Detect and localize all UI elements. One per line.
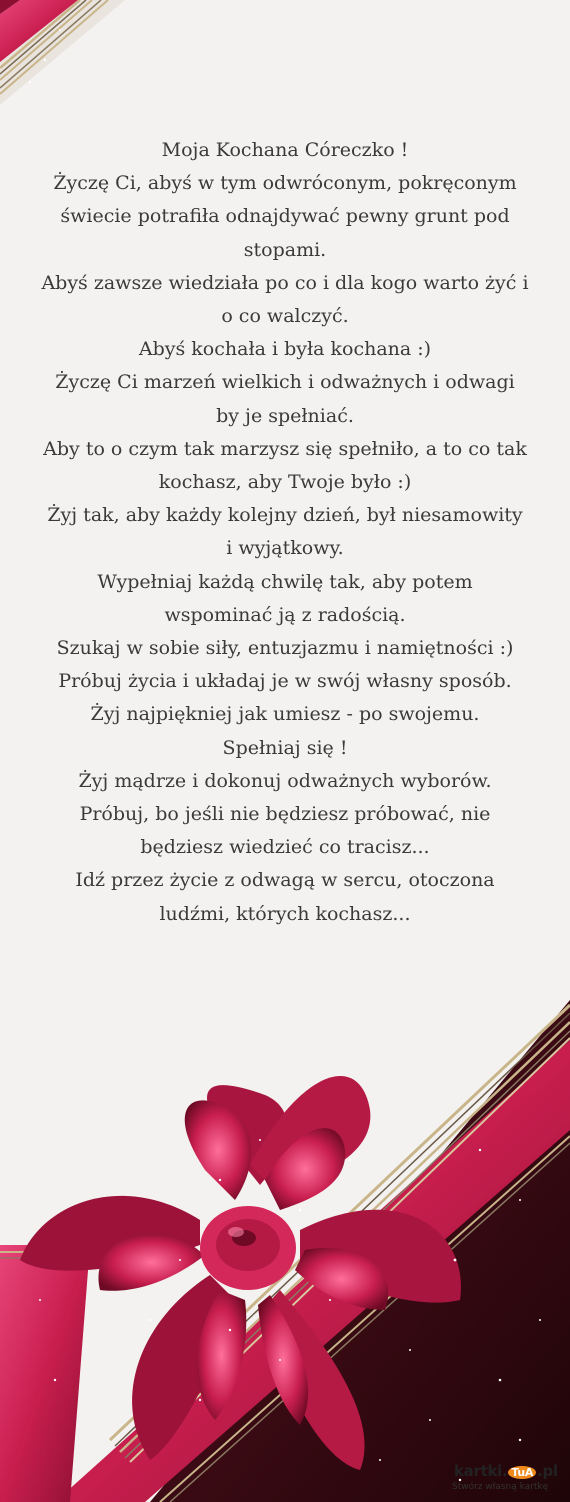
message-line: i wyjątkowy. — [226, 537, 344, 560]
message-line: Próbuj, bo jeśli nie będziesz próbować, nie — [79, 803, 491, 826]
message-line: by je spełniać. — [216, 404, 354, 427]
greeting-message — [40, 134, 530, 931]
message-line: Moja Kochana Córeczko ! — [161, 139, 409, 161]
logo-tagline: Stwórz własną kartkę — [452, 1482, 549, 1492]
message-line: Żyj najpiękniej jak umiesz - po swojemu. — [90, 703, 480, 726]
message-line: ludźmi, których kochasz... — [159, 902, 411, 925]
message-line: Idź przez życie z odwagą w sercu, otoczona — [75, 869, 495, 892]
kartki-logo[interactable] — [452, 1462, 564, 1496]
message-line: kochasz, aby Twoje było :) — [158, 471, 412, 494]
left-ribbon-strip — [0, 1245, 90, 1502]
message-line: Szukaj w sobie siły, entuzjazmu i namiętności :) — [56, 637, 514, 660]
message-line: Aby to o czym tak marzysz się spełniło, a to co tak — [43, 437, 527, 460]
logo-badge: TuA — [508, 1466, 536, 1479]
message-line: Abyś zawsze wiedziała po co i dla kogo warto żyć i — [41, 271, 529, 294]
message-line: Spełniaj się ! — [222, 736, 348, 759]
message-line: Życzę Ci, abyś w tym odwróconym, pokręconym — [53, 172, 517, 195]
message-line: Wypełniaj każdą chwilę tak, aby potem — [97, 570, 473, 593]
message-line: Życzę Ci marzeń wielkich i odważnych i odwagi — [55, 371, 515, 394]
message-line: Abyś kochała i była kochana :) — [138, 338, 432, 361]
message-line: wspominać ją z radością. — [164, 603, 406, 626]
message-line: świecie potrafiła odnajdywać pewny grunt pod — [60, 205, 510, 228]
top-left-ribbon — [0, 0, 125, 105]
message-line: Żyj mądrze i dokonuj odważnych wyborów. — [78, 769, 492, 792]
message-line: będziesz wiedzieć co tracisz... — [140, 836, 430, 859]
logo-brand: kartki. TuA .pl — [454, 1462, 558, 1480]
message-line: o co walczyć. — [221, 305, 349, 328]
message-line: Próbuj życia i układaj je w swój własny sposób. — [58, 670, 512, 693]
message-line: stopami. — [243, 238, 327, 261]
message-line: Żyj tak, aby każdy kolejny dzień, był niesamowity — [47, 504, 523, 527]
